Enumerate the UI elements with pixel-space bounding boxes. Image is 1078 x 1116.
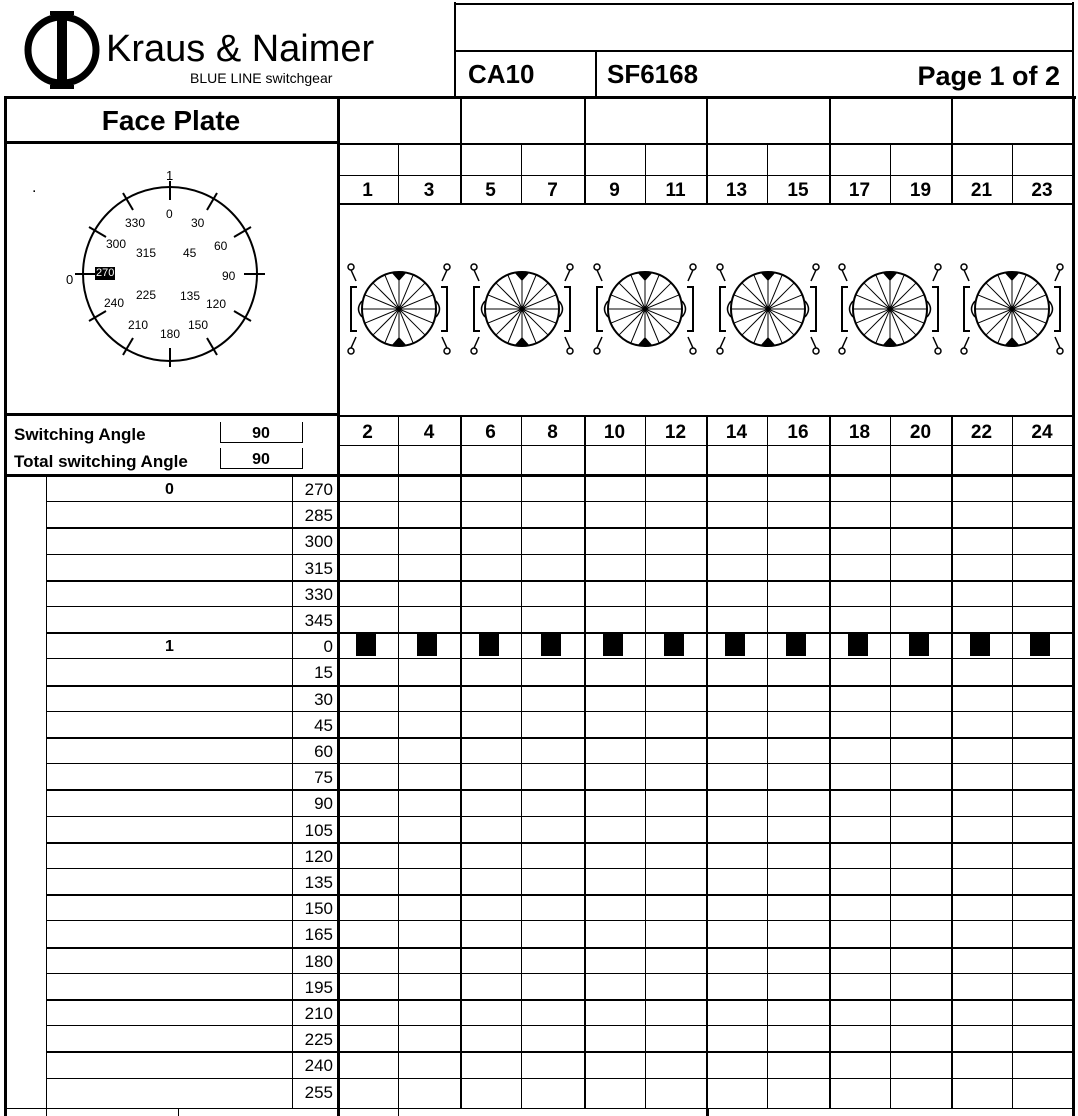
dial-label: 90 [222,269,236,283]
outer-label-1: 1 [166,168,174,183]
dial-label: 150 [188,318,209,332]
position-angle: 240 [304,1056,333,1075]
contact-closed-15-16 [786,634,806,656]
dial-label: 225 [136,288,157,302]
dial-label: 240 [104,296,125,310]
position-angle: 150 [304,899,333,918]
terminal-bottom-10: 10 [603,422,626,443]
contact-closed-5-6 [479,634,499,656]
position-angle: 180 [304,952,333,971]
position-angle: 135 [304,873,333,892]
total-switching-angle-value: 90 [252,451,270,468]
terminal-top-19: 19 [909,180,932,201]
face-plate-title: Face Plate [101,105,241,136]
contact-closed-13-14 [725,634,745,656]
terminal-top-1: 1 [362,180,373,201]
dial-label: 180 [160,327,181,341]
dial-label: 45 [183,246,197,260]
position-angle: 270 [304,480,333,499]
terminal-bottom-22: 22 [970,422,993,443]
company-name: Kraus & Naimer [106,28,375,70]
terminal-top-3: 3 [423,180,435,201]
cam-contact-diagram [339,259,459,359]
terminal-bottom-4: 4 [423,422,435,443]
terminal-bottom-24: 24 [1031,422,1053,443]
terminal-bottom-18: 18 [848,422,871,443]
contact-closed-3-4 [417,634,437,656]
drawing-number: SF6168 [607,59,699,89]
terminal-top-13: 13 [725,180,748,201]
dial-label: 330 [125,216,146,230]
model-code: CA10 [468,59,535,89]
position-angle: 15 [314,663,333,682]
position-angle: 165 [304,925,333,944]
position-angle: 315 [304,559,333,578]
contact-closed-9-10 [603,634,623,656]
face-plate-dot: . [32,179,37,196]
contact-closed-19-20 [909,634,929,656]
position-angle: 345 [304,611,333,630]
position-angle: 0 [323,637,333,656]
cam-contact-diagram [462,259,582,359]
position-angle: 45 [314,716,333,735]
dial-label: 300 [106,237,127,251]
dial-label: 210 [128,318,149,332]
terminal-top-7: 7 [547,180,558,201]
terminal-bottom-14: 14 [725,422,748,443]
position-angle: 60 [314,742,333,761]
cam-contact-diagram [585,259,705,359]
terminal-top-21: 21 [970,180,993,201]
dial-label: 60 [214,239,228,253]
position-angle: 105 [304,821,333,840]
dial-label: 135 [180,289,201,303]
position-angle: 120 [304,847,333,866]
dial-label: 120 [206,297,227,311]
outer-label-0: 0 [66,272,74,287]
cam-contact-diagram [708,259,828,359]
dial-label: 30 [191,216,205,230]
highlighted-position-270: 270 [96,267,115,279]
position-angle: 330 [304,585,333,604]
contact-closed-11-12 [664,634,684,656]
page-indicator: Page 1 of 2 [917,61,1060,91]
position-label: 0 [165,481,174,498]
position-angle: 195 [304,978,333,997]
switching-angle-label: Switching Angle [14,425,146,444]
terminal-top-23: 23 [1031,180,1053,201]
position-angle: 75 [314,768,333,787]
total-switching-angle-label: Total switching Angle [14,452,188,471]
contact-closed-23-24 [1030,634,1050,656]
cam-contact-diagram [952,259,1072,359]
position-label: 1 [165,638,174,655]
face-plate-dial [5,143,335,413]
terminal-bottom-12: 12 [664,422,687,443]
dial-label: 0 [166,207,173,221]
terminal-bottom-8: 8 [547,422,558,443]
position-angle: 255 [304,1083,333,1102]
terminal-top-5: 5 [485,180,496,201]
terminal-top-15: 15 [787,180,809,201]
position-angle: 225 [304,1030,333,1049]
terminal-top-17: 17 [848,180,871,201]
contact-closed-21-22 [970,634,990,656]
contact-closed-17-18 [848,634,868,656]
company-tagline: BLUE LINE switchgear [190,70,333,86]
contact-closed-1-2 [356,634,376,656]
terminal-bottom-20: 20 [909,422,932,443]
position-angle: 30 [314,690,333,709]
position-angle: 90 [314,794,333,813]
terminal-bottom-2: 2 [362,422,373,443]
position-angle: 210 [304,1004,333,1023]
position-angle: 300 [304,532,333,551]
dial-label: 315 [136,246,157,260]
company-logo [22,8,102,90]
terminal-top-9: 9 [609,180,620,201]
contact-closed-7-8 [541,634,561,656]
terminal-bottom-6: 6 [485,422,496,443]
position-angle: 285 [304,506,333,525]
terminal-bottom-16: 16 [787,422,809,443]
terminal-top-11: 11 [665,180,686,201]
cam-contact-diagram [830,259,950,359]
switching-angle-value: 90 [252,425,270,442]
